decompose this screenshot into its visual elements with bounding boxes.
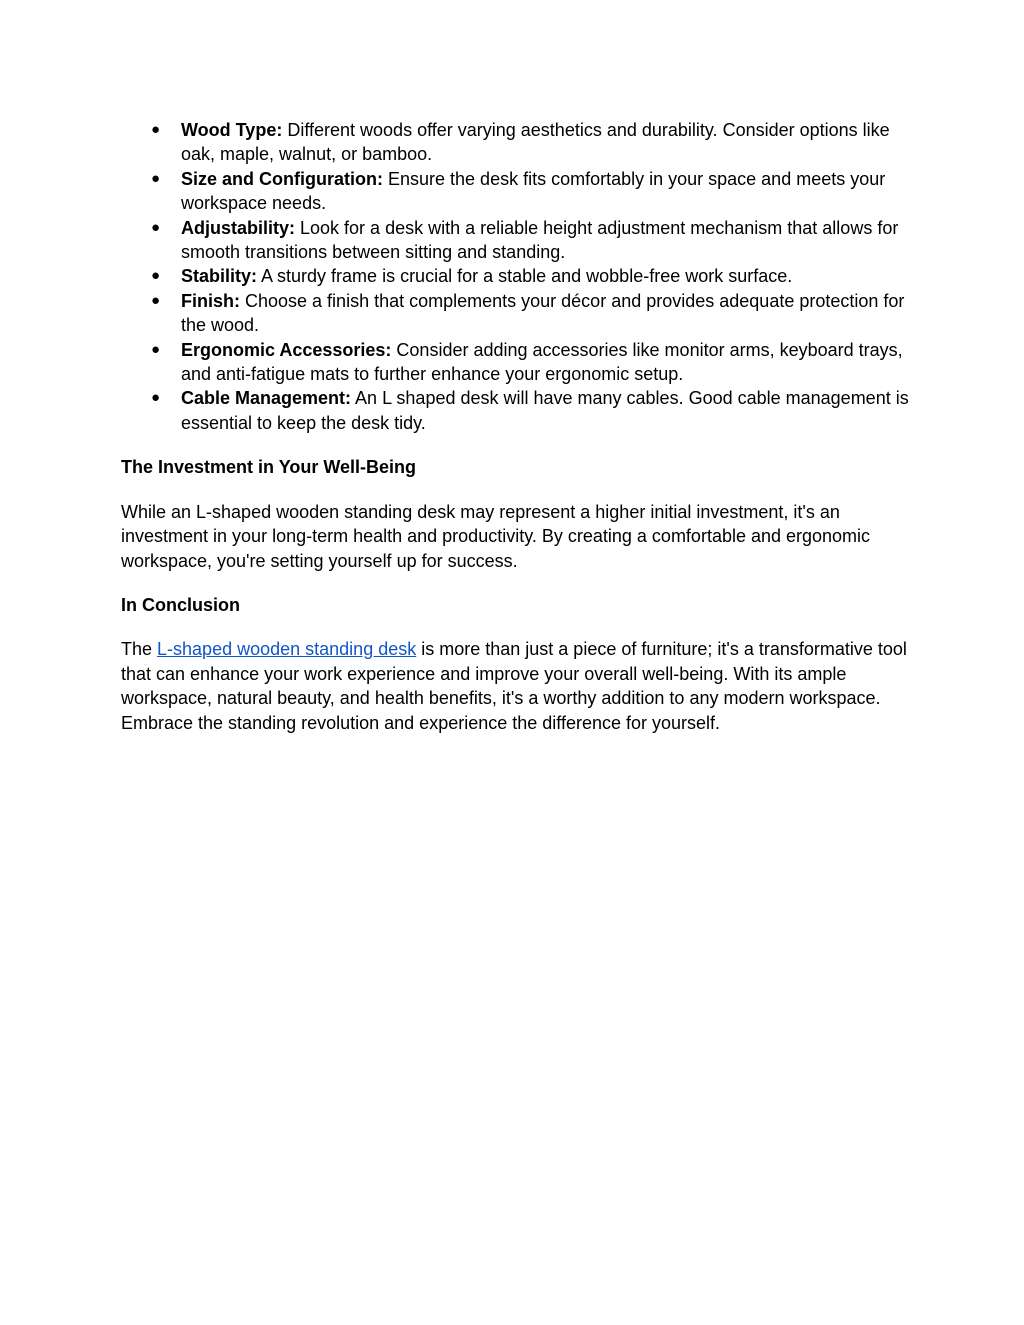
standing-desk-link[interactable]: L-shaped wooden standing desk (157, 639, 417, 660)
list-item (121, 118, 911, 167)
list-item (121, 338, 911, 387)
investment-heading: The Investment in Your Well-Being (121, 457, 417, 478)
investment-paragraph: While an L-shaped wooden standing desk may represent a higher initial investment, it's an investment in your long-term health and productivity. By creating a comfortable and ergonomic workspace, you're setting yourself up for success. (121, 501, 871, 571)
conclusion-paragraph (121, 637, 911, 735)
bullet-term: Size and Configuration: (181, 168, 383, 189)
document-page (121, 118, 911, 735)
bullet-icon: ● (151, 169, 161, 187)
bullet-text: Ensure the desk fits comfortably in your space and meets your workspace needs. (181, 168, 886, 214)
bullet-term: Adjustability: (181, 217, 296, 238)
bullet-icon: ● (151, 291, 161, 309)
list-item (121, 289, 911, 338)
bullet-term: Cable Management: (181, 388, 352, 409)
list-item (121, 264, 911, 288)
conclusion-heading: In Conclusion (121, 594, 240, 615)
conclusion-lead-text: The (121, 639, 158, 660)
list-item (121, 386, 911, 435)
bullet-icon: ● (151, 340, 161, 358)
bullet-term: Finish: (181, 290, 240, 311)
bullet-term: Stability: (181, 266, 258, 287)
conclusion-rest-text: is more than just a piece of furniture; it's a transformative tool that can enhance your work experience and improve your overall well-being. With its ample workspace, natural beauty, and health benefits, it's a worthy addition to any modern workspace. Embrace the standing revolution and experience the difference for yourself. (121, 639, 907, 733)
bullet-text: An L shaped desk will have many cables. Good cable management is essential to keep the desk tidy. (181, 388, 909, 433)
bullet-text: Different woods offer varying aesthetics and durability. Consider options like oak, maple, walnut, or bamboo. (181, 120, 890, 165)
bullet-term: Ergonomic Accessories: (181, 339, 392, 360)
bullet-icon: ● (151, 267, 161, 285)
bullet-icon: ● (151, 218, 161, 236)
bullet-text: Look for a desk with a reliable height adjustment mechanism that allows for smooth transitions between sitting and standing. (181, 217, 899, 263)
bullet-text: A sturdy frame is crucial for a stable and wobble-free work surface. (257, 266, 793, 287)
bullet-term: Wood Type: (181, 120, 283, 140)
bullet-text: Consider adding accessories like monitor arms, keyboard trays, and anti-fatigue mats to further enhance your ergonomic setup. (181, 339, 903, 385)
list-item (121, 216, 911, 265)
bullet-icon: ● (151, 389, 161, 407)
feature-bullet-list (121, 118, 911, 435)
bullet-icon: ● (151, 121, 161, 138)
list-item (121, 167, 911, 216)
bullet-text: Choose a finish that complements your décor and provides adequate protection for the wood. (181, 290, 905, 336)
